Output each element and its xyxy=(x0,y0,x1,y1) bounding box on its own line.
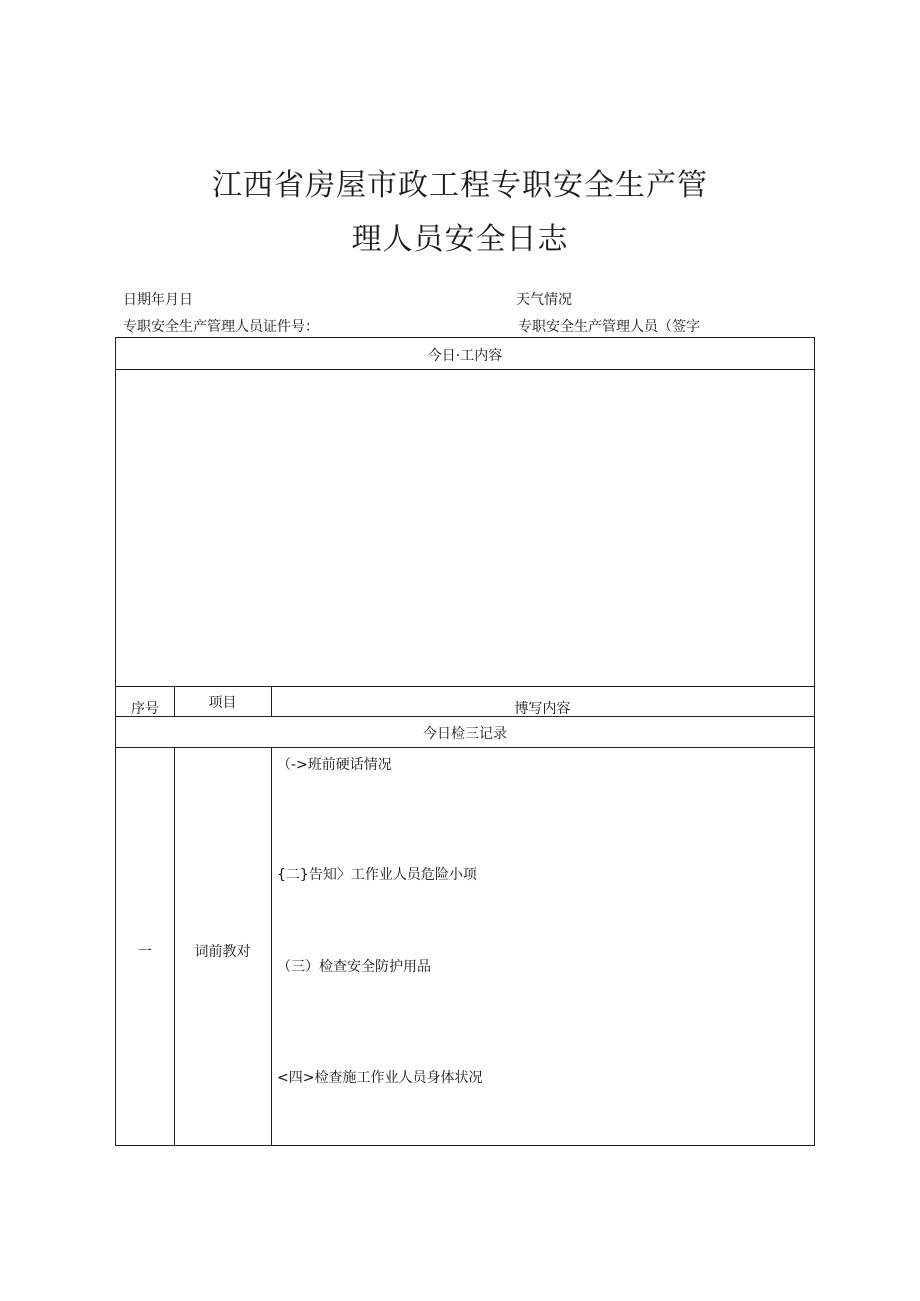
table-rule xyxy=(271,747,272,1146)
document-title-line-1: 江西省房屋市政工程专职安全生产管 xyxy=(212,168,708,203)
column-header-seq: 序号 xyxy=(131,701,159,717)
date-label: 日期年月日 xyxy=(123,292,193,308)
safety-log-table xyxy=(115,337,815,1146)
column-header-content: 博写内容 xyxy=(514,701,571,717)
work-content-area[interactable] xyxy=(116,370,814,686)
table-rule xyxy=(116,686,814,687)
weather-label: 天气情况 xyxy=(516,292,572,308)
document-title-line-2: 理人员安全日志 xyxy=(351,222,569,257)
entry-worker-health-check: <四>检查施工作业人员身体状况 xyxy=(277,1070,483,1086)
entry-pre-shift-talk: （->班前硬话情况 xyxy=(277,757,392,773)
table-rule xyxy=(116,747,814,748)
entry-protective-equipment-check: （三）检查安全防护用品 xyxy=(277,959,431,975)
work-content-header: 今日·工内容 xyxy=(427,348,503,364)
column-header-item: 项目 xyxy=(208,695,237,711)
table-row-seq: 一 xyxy=(138,944,152,960)
table-row-item: 词前教对 xyxy=(194,944,251,960)
signature-label: 专职安全生产管理人员（签字 xyxy=(518,319,700,335)
entry-hazard-notification: {二}告知〉工作业人员危险小项 xyxy=(277,867,477,883)
inspection-record-header: 今日检三记录 xyxy=(423,726,507,742)
certificate-number-label: 专职安全生产管理人员证件号： xyxy=(123,319,319,335)
